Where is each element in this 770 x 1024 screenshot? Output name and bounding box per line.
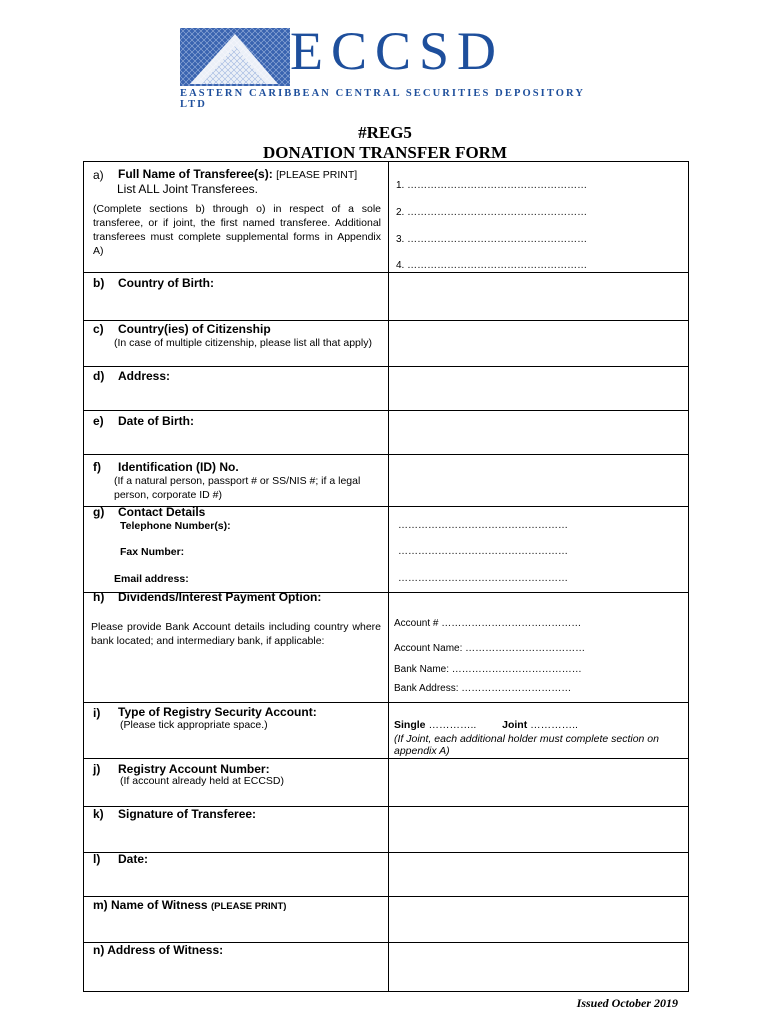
bank-address-field[interactable]: Bank Address: …………………………… — [394, 683, 572, 694]
section-b-letter: b) — [93, 276, 105, 290]
eccsd-logo — [180, 21, 600, 110]
section-c-note: (In case of multiple citizenship, please list all that apply) — [114, 337, 372, 349]
fax-field[interactable]: …………………………………………… — [398, 546, 568, 557]
section-i-note: (Please tick appropriate space.) — [120, 719, 268, 731]
fax-label: Fax Number: — [120, 546, 185, 558]
section-b-label: Country of Birth: — [118, 276, 214, 290]
section-c-label: Country(ies) of Citizenship — [118, 322, 271, 336]
section-a-letter: a) — [93, 168, 104, 182]
bank-name-field[interactable]: Bank Name: ………………………………… — [394, 664, 582, 675]
account-number-field[interactable]: Account # …………………………………… — [394, 618, 582, 629]
date-field[interactable] — [389, 853, 687, 895]
section-e-label: Date of Birth: — [118, 414, 194, 428]
section-g-letter: g) — [93, 505, 105, 519]
section-n-letter: n) — [93, 943, 105, 957]
section-a-label: Full Name of Transferee(s): [PLEASE PRINT] — [118, 167, 358, 181]
email-field[interactable]: …………………………………………… — [398, 573, 568, 584]
section-e-letter: e) — [93, 414, 104, 428]
section-l-label: Date: — [118, 852, 149, 866]
section-n-label: n) Address of Witness: — [93, 943, 224, 957]
telephone-label: Telephone Number(s): — [120, 520, 231, 532]
section-a-instructions: (Complete sections b) through o) in respect of a sole transferee, or if joint, the first named transferee. Additional transferees must complete supplemental forms in Appendix A) — [93, 203, 381, 257]
transferee-entry-3[interactable]: 3. ……………………………………………… — [396, 234, 588, 245]
section-m-label: m) Name of Witness (PLEASE PRINT) — [93, 898, 287, 912]
section-h-instructions: Please provide Bank Account details including country where bank located; and intermediary bank, if applicable: — [91, 621, 381, 647]
identification-field[interactable] — [389, 455, 687, 505]
section-h-letter: h) — [93, 590, 105, 604]
section-j-label: Registry Account Number: — [118, 762, 270, 776]
registry-account-field[interactable] — [389, 759, 687, 805]
issued-date: Issued October 2019 — [576, 996, 678, 1010]
section-g-label: Contact Details — [118, 505, 206, 519]
citizenship-field[interactable] — [389, 321, 687, 365]
logo-emblem-icon — [180, 28, 290, 86]
witness-print-note: (PLEASE PRINT) — [210, 901, 287, 912]
account-name-field[interactable]: Account Name: ……………………………… — [394, 643, 586, 654]
logo-subtitle: EASTERN CARIBBEAN CENTRAL SECURITIES DEPOSITORY LTD — [180, 88, 585, 110]
form-table — [83, 161, 689, 992]
form-code: #REG5 — [358, 123, 412, 142]
section-f-letter: f) — [93, 460, 101, 474]
section-k-letter: k) — [93, 807, 104, 821]
section-d-letter: d) — [93, 369, 105, 383]
section-j-letter: j) — [93, 762, 101, 776]
signature-field[interactable] — [389, 807, 687, 851]
transferee-entry-1[interactable]: 1. ……………………………………………… — [396, 180, 588, 191]
witness-address-field[interactable] — [389, 943, 687, 990]
section-j-note: (If account already held at ECCSD) — [120, 775, 284, 787]
section-h-label: Dividends/Interest Payment Option: — [118, 590, 322, 604]
section-f-note: (If a natural person, passport # or SS/NIS #; if a legal person, corporate ID #) — [114, 475, 361, 501]
section-l-letter: l) — [93, 852, 101, 866]
account-type-options — [394, 719, 578, 731]
joint-note: (If Joint, each additional holder must complete section on appendix A) — [394, 733, 659, 757]
joint-label: Joint — [502, 719, 528, 731]
form-title: DONATION TRANSFER FORM — [263, 143, 507, 162]
section-k-label: Signature of Transferee: — [118, 807, 257, 821]
witness-name-field[interactable] — [389, 897, 687, 941]
section-f-label: Identification (ID) No. — [118, 460, 239, 474]
email-label: Email address: — [114, 573, 189, 585]
section-i-label: Type of Registry Security Account: — [118, 705, 317, 719]
section-a-sub: List ALL Joint Transferees. — [117, 182, 258, 196]
section-i-letter: i) — [93, 706, 101, 720]
transferee-entry-4[interactable]: 4. ……………………………………………… — [396, 260, 588, 271]
address-field[interactable] — [389, 367, 687, 409]
date-of-birth-field[interactable] — [389, 411, 687, 453]
single-label: Single — [394, 719, 426, 731]
telephone-field[interactable]: …………………………………………… — [398, 520, 568, 531]
print-note: [PLEASE PRINT] — [276, 169, 358, 181]
section-m-letter: m) — [93, 898, 108, 912]
single-checkbox[interactable]: ………….. — [428, 719, 477, 731]
country-of-birth-field[interactable] — [389, 273, 687, 319]
joint-checkbox[interactable]: ………….. — [530, 719, 578, 731]
logo-text: ECCSD — [290, 21, 505, 81]
section-c-letter: c) — [93, 322, 104, 336]
section-d-label: Address: — [118, 369, 171, 383]
transferee-entry-2[interactable]: 2. ……………………………………………… — [396, 207, 588, 218]
